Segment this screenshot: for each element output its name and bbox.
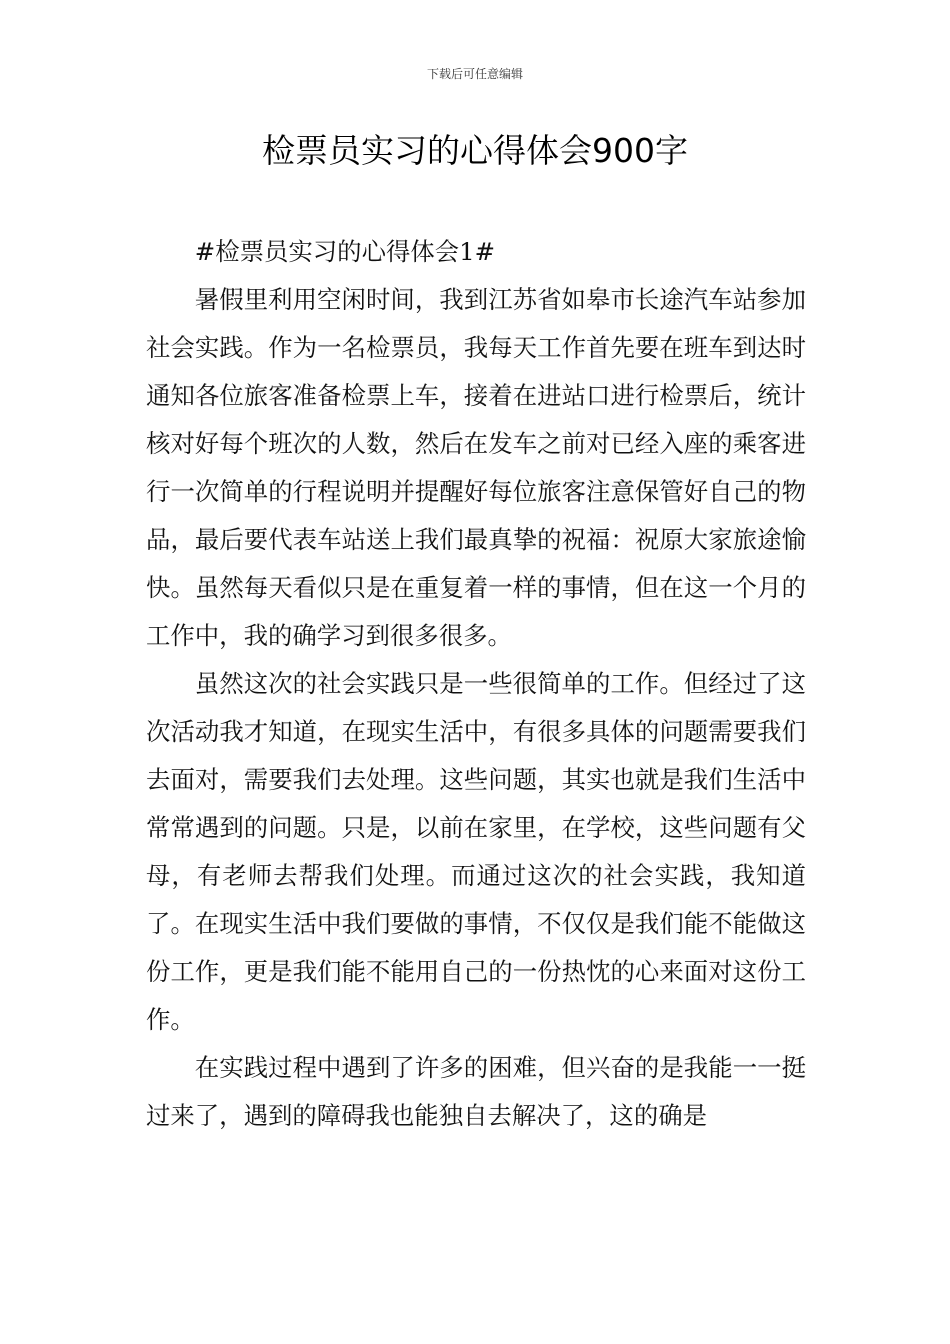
paragraph-3: 在实践过程中遇到了许多的困难，但兴奋的是我能一一挺过来了，遇到的障碍我也能独自去解决了，这的确是 [146,1053,806,1130]
section-heading: #检票员实习的心得体会1# [194,237,496,266]
document-title: 检票员实习的心得体会900字 [262,131,688,170]
paragraph-1: 暑假里利用空闲时间，我到江苏省如皋市长途汽车站参加社会实践。作为一名检票员，我每天工作首先要在班车到达时通知各位旅客准备检票上车，接着在进站口进行检票后，统计核对好每个班次的人数，然后在发车之前对已经入座的乘客进行一次简单的行程说明并提醒好每位旅客注意保管好自己的物品，最后要代表车站送上我们最真挚的祝福：祝原大家旅途愉快。虽然每天看似只是在重复着一样的事情，但在这一个月的工作中，我的确学习到很多很多。 [146,285,806,650]
paragraph-2: 虽然这次的社会实践只是一些很简单的工作。但经过了这次活动我才知道，在现实生活中，有很多具体的问题需要我们去面对，需要我们去处理。这些问题，其实也就是我们生活中常常遇到的问题。只是，以前在家里，在学校，这些问题有父母，有老师去帮我们处理。而通过这次的社会实践，我知道了。在现实生活中我们要做的事情，不仅仅是我们能不能做这份工作，更是我们能不能用自己的一份热忱的心来面对这份工作。 [146,669,806,1034]
document-body [146,228,806,1140]
header-note: 下载后可任意编辑 [426,67,523,81]
